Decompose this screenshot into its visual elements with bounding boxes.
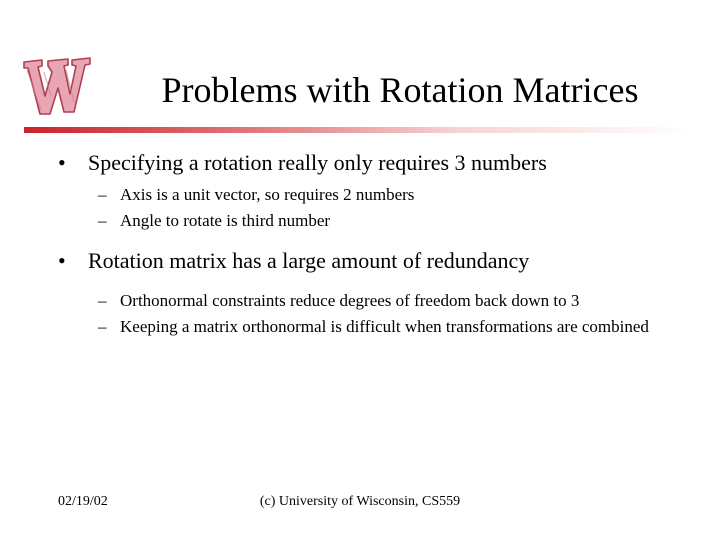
bullet-group	[58, 148, 678, 234]
sub-bullet-list	[98, 182, 678, 234]
wisconsin-w-logo-icon	[18, 52, 96, 122]
sub-bullet-marker: –	[98, 211, 107, 230]
sub-bullet-item	[98, 182, 678, 208]
sub-bullet-text: Orthonormal constraints reduce degrees of freedom back down to 3	[120, 291, 580, 310]
slide-title: Problems with Rotation Matrices	[161, 70, 639, 110]
bullet-item	[58, 246, 678, 276]
sub-bullet-item	[98, 314, 678, 340]
footer-date: 02/19/02	[58, 494, 108, 509]
title-divider	[24, 127, 694, 133]
sub-bullet-list	[98, 288, 678, 340]
slide-body	[58, 148, 678, 352]
bullet-group	[58, 246, 678, 340]
bullet-text: Specifying a rotation really only requires 3 numbers	[88, 150, 547, 175]
bullet-marker: •	[58, 150, 66, 175]
sub-bullet-text: Keeping a matrix orthonormal is difficult when transformations are combined	[120, 317, 649, 336]
sub-bullet-text: Axis is a unit vector, so requires 2 numbers	[120, 185, 415, 204]
bullet-marker: •	[58, 248, 66, 273]
sub-bullet-marker: –	[98, 317, 107, 336]
bullet-text: Rotation matrix has a large amount of redundancy	[88, 248, 530, 273]
sub-bullet-item	[98, 208, 678, 234]
bullet-item	[58, 148, 678, 178]
footer-copyright: (c) University of Wisconsin, CS559	[259, 494, 461, 509]
sub-bullet-text: Angle to rotate is third number	[120, 211, 331, 230]
sub-bullet-marker: –	[98, 291, 107, 310]
sub-bullet-item	[98, 288, 678, 314]
sub-bullet-marker: –	[98, 185, 107, 204]
